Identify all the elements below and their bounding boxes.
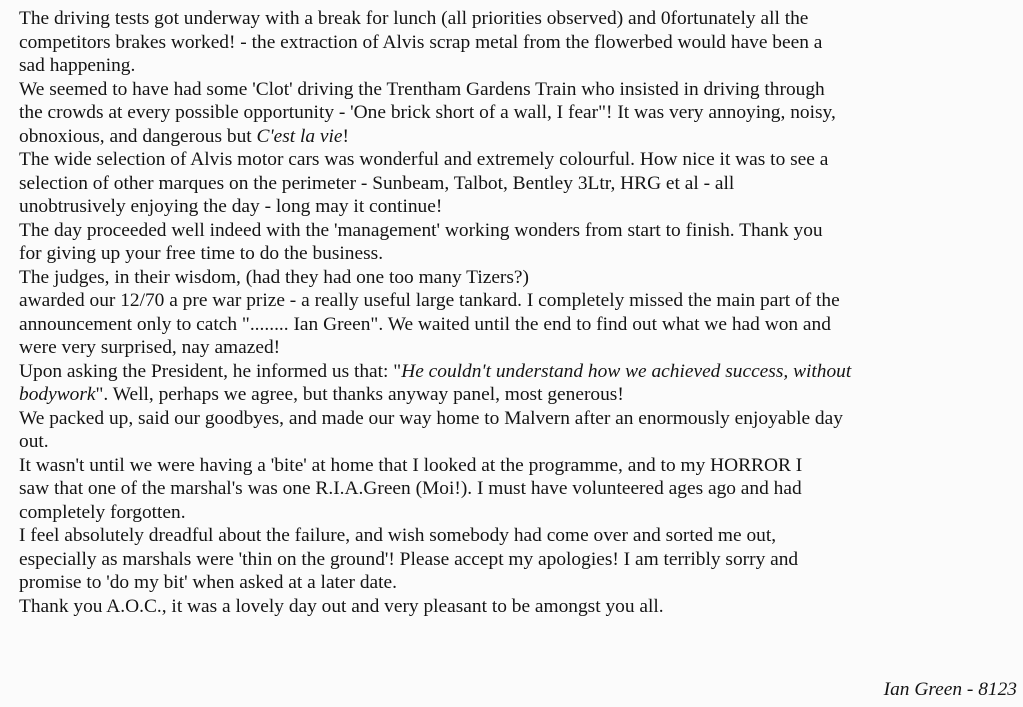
text-line: announcement only to catch "........ Ian Green". We waited until the end to find out what we had won and — [19, 313, 831, 335]
italic-text-run: He couldn't understand how we achieved success, without — [401, 360, 852, 382]
text-line: promise to 'do my bit' when asked at a later date. — [19, 572, 397, 593]
signature: Ian Green - 8123 — [883, 679, 1017, 700]
text-line: I feel absolutely dreadful about the failure, and wish somebody had come over and sorted me out, — [19, 525, 777, 546]
text-line: completely forgotten. — [19, 501, 186, 523]
text-line: We packed up, said our goodbyes, and made our way home to Malvern after an enormously enjoyable day — [19, 407, 843, 429]
text-line: selection of other marques on the perimeter - Sunbeam, Talbot, Bentley 3Ltr, HRG et al - all — [19, 172, 735, 194]
text-line: The day proceeded well indeed with the 'management' working wonders from start to finish. Thank you — [19, 219, 823, 241]
text-line — [19, 360, 1019, 384]
text-line: were very surprised, nay amazed! — [19, 337, 281, 358]
text-run: Upon asking the President, he informed us that: " — [19, 360, 402, 382]
text-line: Thank you A.O.C., it was a lovely day out and very pleasant to be amongst you all. — [19, 595, 664, 617]
text-line: awarded our 12/70 a pre war prize - a really useful large tankard. I completely missed the main part of the — [19, 290, 840, 311]
text-line: The driving tests got underway with a break for lunch (all priorities observed) and 0fortunately all the — [19, 8, 809, 29]
text-line: for giving up your free time to do the business. — [19, 243, 384, 264]
text-line: We seemed to have had some 'Clot' driving the Trentham Gardens Train who insisted in driving through — [19, 78, 825, 100]
text-line: out. — [19, 431, 49, 452]
text-line — [19, 125, 1019, 149]
text-line: The wide selection of Alvis motor cars was wonderful and extremely colourful. How nice it was to see a — [19, 149, 829, 170]
text-line: The judges, in their wisdom, (had they had one too many Tizers?) — [19, 266, 529, 288]
italic-text-run: C'est la vie — [256, 125, 343, 147]
text-line: competitors brakes worked! - the extraction of Alvis scrap metal from the flowerbed would have been a — [19, 31, 823, 53]
text-line: It wasn't until we were having a 'bite' at home that I looked at the programme, and to my HORROR I — [19, 454, 803, 476]
text-line: sad happening. — [19, 55, 136, 76]
text-run: obnoxious, and dangerous but — [19, 125, 257, 147]
text-line: saw that one of the marshal's was one R.I.A.Green (Moi!). I must have volunteered ages ago and had — [19, 478, 802, 499]
text-run: ". Well, perhaps we agree, but thanks anyway panel, most generous! — [95, 384, 624, 405]
text-line — [19, 383, 1019, 407]
text-line: the crowds at every possible opportunity - 'One brick short of a wall, I fear"! It was very annoying, noisy, — [19, 102, 836, 123]
text-line: especially as marshals were 'thin on the ground'! Please accept my apologies! I am terribly sorry and — [19, 548, 799, 570]
italic-text-run: bodywork — [19, 384, 96, 405]
article-body — [19, 7, 1019, 618]
text-line: unobtrusively enjoying the day - long may it continue! — [19, 196, 443, 217]
text-run: ! — [342, 125, 349, 147]
